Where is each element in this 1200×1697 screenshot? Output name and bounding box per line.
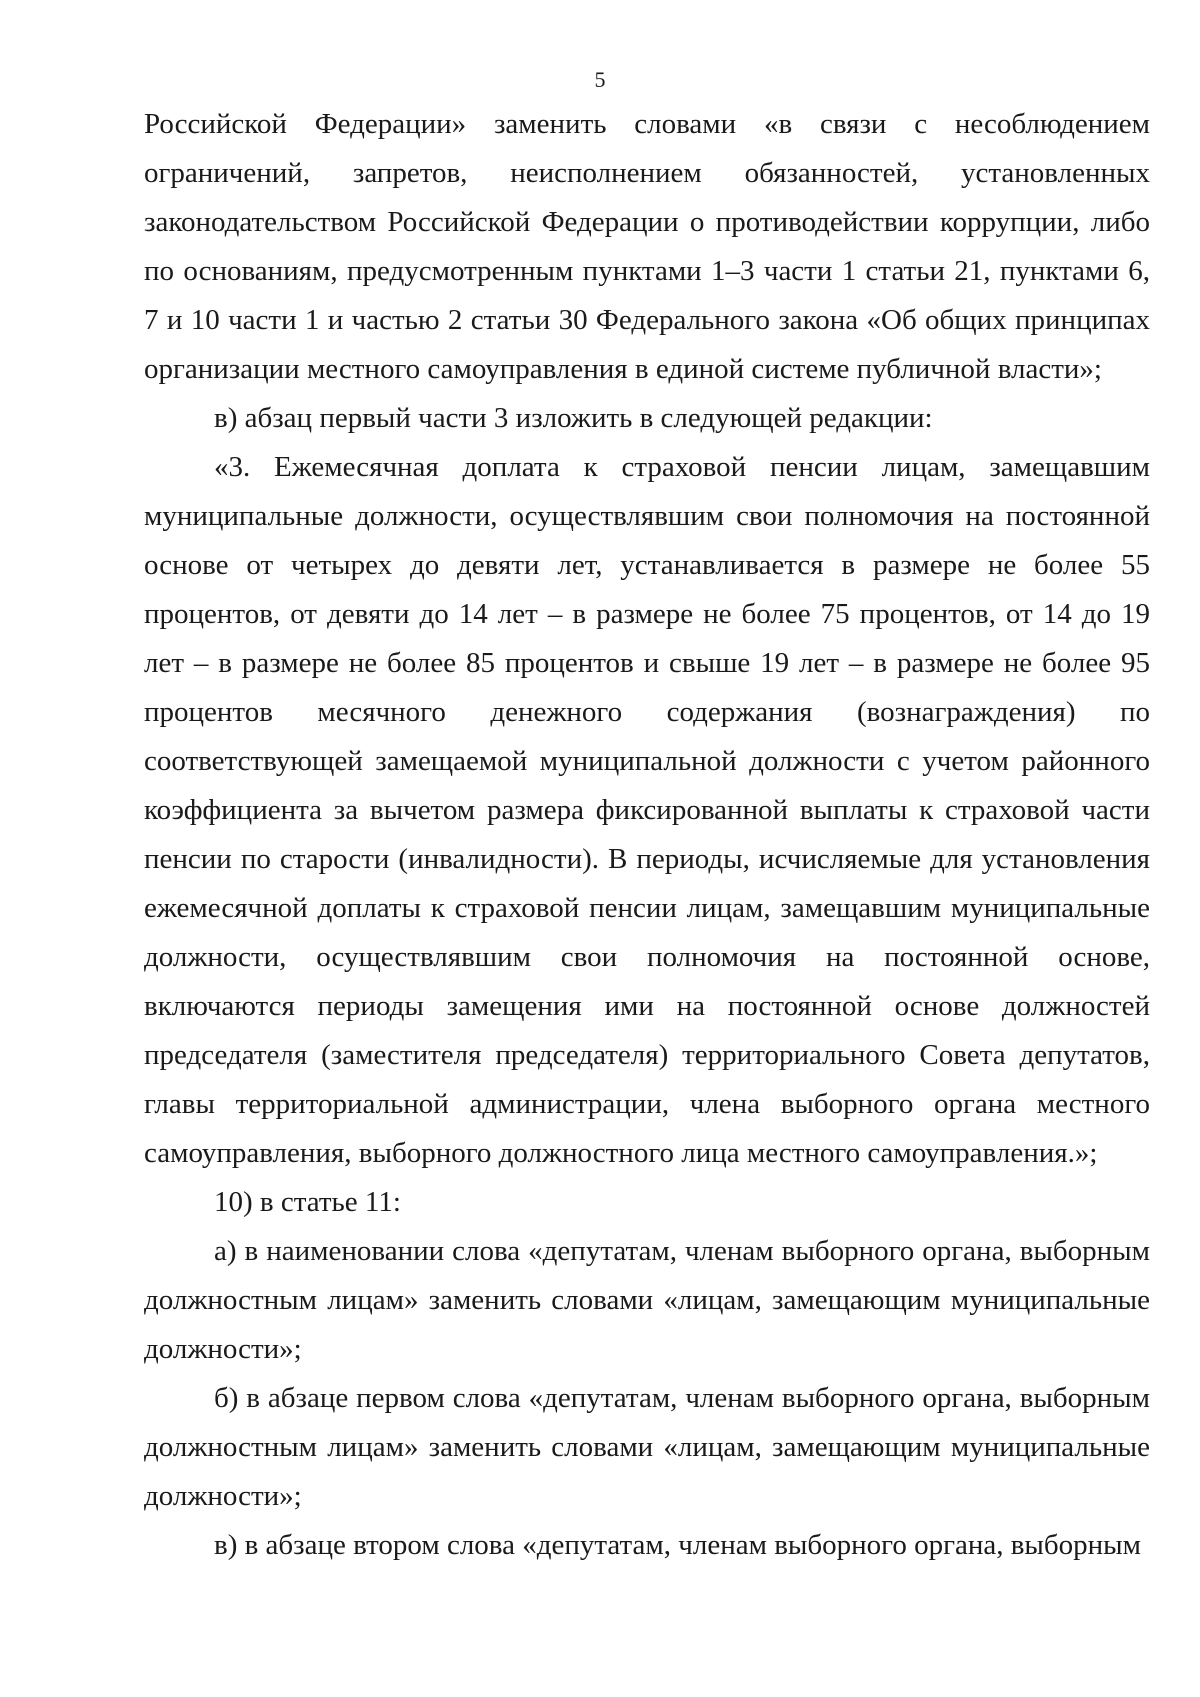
paragraph-continuation: Российской Федерации» заменить словами «в связи с несоблюдением ограничений, запретов, неисполнением обязанностей, установленных законодательством Российской Федерации о противодействии коррупции, либо по основаниям, предусмотренным пунктами 1–3 части 1 статьи 21, пунктами 6, 7 и 10 части 1 и частью 2 статьи 30 Федерального закона «Об общих принципах организации местного самоуправления в единой системе публичной власти»; [144,108,1150,385]
paragraph-item-a: а) в наименовании слова «депутатам, членам выборного органа, выборным должностным лицам» заменить словами «лицам, замещающим муниципальные должности»; [144,1235,1150,1365]
paragraph-item-v-last: в) в абзаце втором слова «депутатам, членам выборного органа, выборным [214,1529,1142,1561]
page-number: 5 [594,67,606,92]
paragraph-item-v-abzac: в) абзац первый части 3 изложить в следующей редакции: [214,402,933,434]
paragraph-item-b: б) в абзаце первом слова «депутатам, членам выборного органа, выборным должностным лицам» заменить словами «лицам, замещающим муниципальные должности»; [144,1382,1150,1512]
paragraph-item-10: 10) в статье 11: [214,1186,401,1218]
document-body [144,100,1150,1570]
paragraph-quoted-part-3: «3. Ежемесячная доплата к страховой пенсии лицам, замещавшим муниципальные должности, осуществлявшим свои полномочия на постоянной основе от четырех до девяти лет, устанавливается в размере не более 55 процентов, от девяти до 14 лет – в размере не более 75 процентов, от 14 до 19 лет – в размере не более 85 процентов и свыше 19 лет – в размере не более 95 процентов месячного денежного содержания (вознаграждения) по соответствующей замещаемой муниципальной должности с учетом районного коэффициента за вычетом размера фиксированной выплаты к страховой части пенсии по старости (инвалидности). В периоды, исчисляемые для установления ежемесячной доплаты к страховой пенсии лицам, замещавшим муниципальные должности, осуществлявшим свои полномочия на постоянной основе, включаются периоды замещения ими на постоянной основе должностей председателя (заместителя председателя) территориального Совета депутатов, главы территориальной администрации, члена выборного органа местного самоуправления, выборного должностного лица местного самоуправления.»; [144,451,1150,1169]
